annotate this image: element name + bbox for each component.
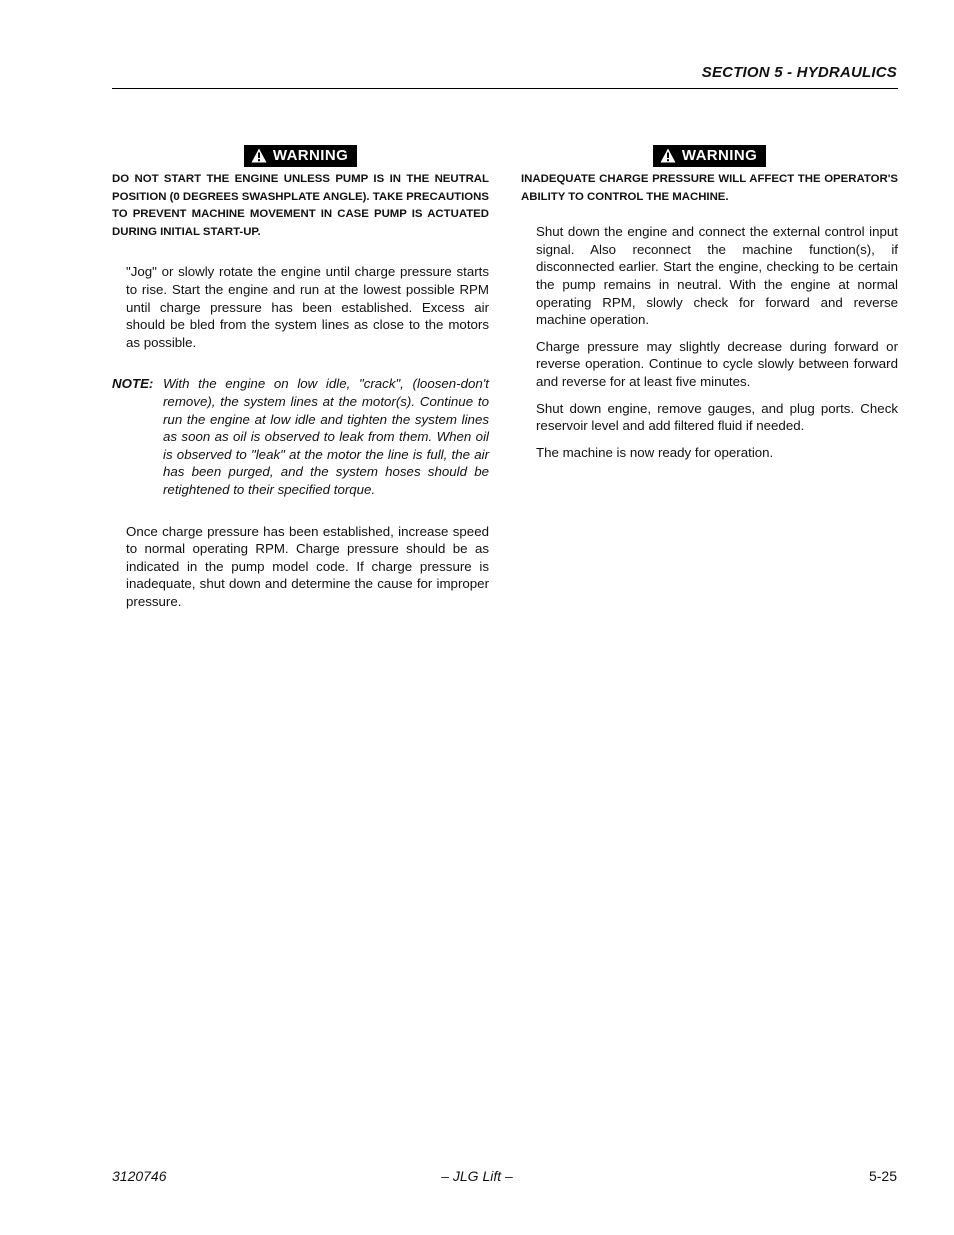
warning-banner <box>521 145 898 167</box>
warning-badge <box>653 145 766 167</box>
paragraph-ready: The machine is now ready for operation. <box>536 444 774 460</box>
warning-label: WARNING <box>272 147 349 164</box>
warning-triangle-icon <box>251 148 267 163</box>
left-column <box>112 145 489 619</box>
footer-doc-number: 3120746 <box>112 1168 167 1184</box>
paragraph-cycle: Charge pressure may slightly decrease during forward or reverse operation. Continue to cycle slowly between forward and reverse for at least five minutes. <box>536 338 898 389</box>
warning-triangle-icon <box>660 148 676 163</box>
note <box>112 375 489 498</box>
note-text: With the engine on low idle, "crack", (loosen-don't remove), the system lines at the motor(s). Continue to run the engine at low idle and tighten the system lines as soon as oil is observed to leak from them. When oil is observed to "leak" at the motor the line is full, the air has been purged, and the system hoses should be retightened to their specified torque. <box>163 376 489 497</box>
note-label: NOTE: <box>112 376 154 392</box>
warning-label: WARNING <box>681 147 758 164</box>
footer-brand: – JLG Lift – <box>441 1168 513 1184</box>
paragraph-remove-gauges: Shut down engine, remove gauges, and plug ports. Check reservoir level and add filtered fluid if needed. <box>536 400 898 434</box>
paragraph-shutdown-connect: Shut down the engine and connect the external control input signal. Also reconnect the machine function(s), if disconnected earlier. Start the engine, checking to be certain the pump remains in neutral. With the engine at normal operating RPM, slowly check for forward and reverse machine operation. <box>536 224 898 328</box>
warning-text: INADEQUATE CHARGE PRESSURE WILL AFFECT THE OPERATOR'S ABILITY TO CONTROL THE MACHINE. <box>521 173 898 203</box>
paragraph-charge-pressure: Once charge pressure has been established, increase speed to normal operating RPM. Charge pressure should be as indicated in the pump model code. If charge pressure is inadequate, shut down and determine the cause for improper pressure. <box>126 523 489 609</box>
footer-page-number: 5-25 <box>868 1168 897 1184</box>
section-title: SECTION 5 - HYDRAULICS <box>701 64 897 81</box>
warning-banner <box>112 145 489 167</box>
right-column <box>521 145 898 470</box>
warning-text: DO NOT START THE ENGINE UNLESS PUMP IS IN THE NEUTRAL POSITION (0 DEGREES SWASHPLATE ANGLE). TAKE PRECAUTIONS TO PREVENT MACHINE MOVEMENT IN CASE PUMP IS ACTUATED DURING INITIAL START-UP. <box>112 173 489 238</box>
paragraph-jog: "Jog" or slowly rotate the engine until charge pressure starts to rise. Start the engine and run at the lowest possible RPM until charge pressure has been established. Excess air should be bled from the system lines as close to the motors as possible. <box>126 264 489 350</box>
header-rule <box>112 88 898 89</box>
warning-badge <box>244 145 357 167</box>
